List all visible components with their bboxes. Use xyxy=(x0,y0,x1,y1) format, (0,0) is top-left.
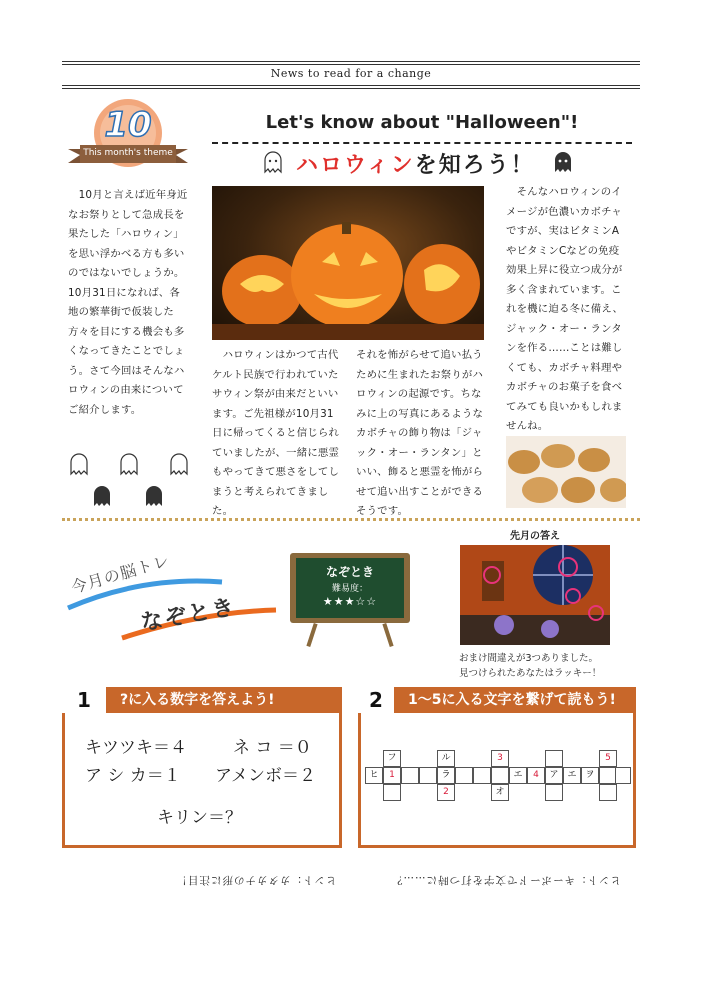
q1-heading: ?に入る数字を答えよう! xyxy=(120,692,275,708)
q1-line1a: キツツキ＝４ xyxy=(85,738,187,758)
logo-line1: 今月の脳トレ xyxy=(68,550,173,598)
puzzle-cell: 2 xyxy=(437,784,455,801)
puzzle-cell: 4 xyxy=(527,767,545,784)
board-leg-left xyxy=(306,623,317,647)
board-title: なぞとき xyxy=(325,565,374,579)
caption-line1: おまけ間違えが3つありました。 xyxy=(459,653,599,664)
board-difficulty: 難易度： xyxy=(331,584,368,594)
jack-o-lantern-image xyxy=(212,186,484,340)
puzzle-cell-empty xyxy=(455,767,473,784)
puzzle-cell-empty xyxy=(615,767,631,784)
puzzle-cell: 5 xyxy=(599,750,617,767)
puzzle-cell-empty xyxy=(599,784,617,801)
q1-line2b: アメンボ＝２ xyxy=(215,766,316,786)
puzzle-cell-empty xyxy=(491,767,509,784)
puzzle-cell: ラ xyxy=(437,767,455,784)
ghost-icon xyxy=(262,150,284,174)
muffin-photo xyxy=(506,436,626,508)
board-leg-right xyxy=(382,623,393,647)
puzzle-cell: ヒ xyxy=(365,767,383,784)
q2-box xyxy=(358,713,636,848)
brain-training-logo xyxy=(62,550,282,646)
caption-line2: 見つけられたあなたはラッキー！ xyxy=(459,668,602,679)
last-month-caption xyxy=(459,651,601,681)
badge-number: 10 xyxy=(104,105,152,145)
puzzle-cell: エ xyxy=(563,767,581,784)
header-title: News to read for a change xyxy=(270,67,432,80)
title-japanese-black: を知ろう！ xyxy=(414,153,535,178)
puzzle-cell: 1 xyxy=(383,767,401,784)
logo-line2: なぞとき xyxy=(138,594,238,637)
pumpkin-photo xyxy=(212,186,484,340)
q2-hint: ヒント：キーボードで文字を打つ時に……？ xyxy=(391,874,621,886)
ghost-cluster xyxy=(68,452,194,512)
muffin-image xyxy=(506,436,626,508)
title-divider xyxy=(212,142,632,144)
q1-box xyxy=(62,713,342,848)
header-rule-bottom-2 xyxy=(62,88,640,89)
puzzle-cell-empty xyxy=(545,784,563,801)
puzzle-cell: ア xyxy=(545,767,563,784)
ghosts-icon xyxy=(68,452,194,512)
question-2 xyxy=(358,687,636,848)
q2-heading: 1〜5に入る文字を繋げて読もう! xyxy=(408,692,616,708)
q1-line1b: ネ コ ＝０ xyxy=(233,738,312,758)
board-stars: ★★★☆☆ xyxy=(322,595,378,608)
puzzle-cell: ヲ xyxy=(581,767,599,784)
q1-line3: キリン＝？ xyxy=(157,808,242,828)
q1-hint: ヒント：カタカナの形に注目！ xyxy=(175,874,337,886)
column-left: 10月と言えば近年身近なお祭りとして急成長を果たした「ハロウィン」を思い浮かべる方も多いのではないでしょうか。10月31日になれば、各地の繁華街で仮装した方々を目にする機会も多くなってきたことでしょう。さて今回はそんなハロウィンの由来についてご紹介します。 xyxy=(68,189,188,416)
q2-header xyxy=(358,687,636,713)
theme-badge xyxy=(68,97,188,177)
section-divider xyxy=(62,518,640,521)
puzzle-cell: フ xyxy=(383,750,401,767)
puzzle-cell: 3 xyxy=(491,750,509,767)
badge-label: This month's theme xyxy=(83,148,173,158)
title-japanese xyxy=(296,148,535,179)
q2-number: 2 xyxy=(358,687,394,713)
last-month-title: 先月の答え xyxy=(510,531,560,542)
ghost-dark-icon xyxy=(552,150,574,174)
question-1 xyxy=(62,687,342,848)
q1-line2a: ア シ カ＝１ xyxy=(85,766,181,786)
puzzle-cell: ル xyxy=(437,750,455,767)
header-rule-bottom xyxy=(62,85,640,86)
chalkboard xyxy=(290,553,410,649)
title-ghost-left xyxy=(262,150,284,178)
q1-header xyxy=(62,687,342,713)
column-right: そんなハロウィンのイメージが色濃いカボチャですが、実はビタミンAやビタミンCなどの免疫効果上昇に役立つ成分が多く含まれています。これを機に迫る冬に備え、ジャック・オー・ランタンを作る……ことは難しくても、カボチャ料理やカボチャのお菓子を食べてみても良いかもしれませんね。 xyxy=(506,186,624,432)
column-middle-1: ハロウィンはかつて古代ケルト民族で行われていたサウィン祭が由来だといいます。ご先祖様が10月31日に帰ってくると信じられていましたが、一緒に悪霊もやってきて悪さをしてしまうと考えられてきました。 xyxy=(212,349,340,517)
puzzle-cell: オ xyxy=(491,784,509,801)
puzzle-cell-empty xyxy=(383,784,401,801)
puzzle-cell: エ xyxy=(509,767,527,784)
last-month-image xyxy=(460,545,610,645)
spot-the-difference-image xyxy=(460,545,610,645)
title-ghost-right xyxy=(552,150,574,178)
title-japanese-red: ハロウィン xyxy=(296,153,415,178)
puzzle-cell-empty xyxy=(545,750,563,767)
q1-number: 1 xyxy=(62,687,106,713)
column-middle-2: それを怖がらせて追い払うために生まれたお祭りがハロウィンの起源です。ちなみに上の写真にあるようなカボチャの飾り物は「ジャック・オー・ランタン」といい、飾ると悪霊を怖がらせて追い出すことができるそうです。 xyxy=(356,349,484,517)
header-rule-top xyxy=(62,61,640,62)
title-english: Let's know about "Halloween"! xyxy=(265,112,579,133)
puzzle-cell-empty xyxy=(473,767,491,784)
header-rule-top-2 xyxy=(62,64,640,65)
puzzle-cell-empty xyxy=(401,767,419,784)
puzzle-cell-empty xyxy=(419,767,437,784)
